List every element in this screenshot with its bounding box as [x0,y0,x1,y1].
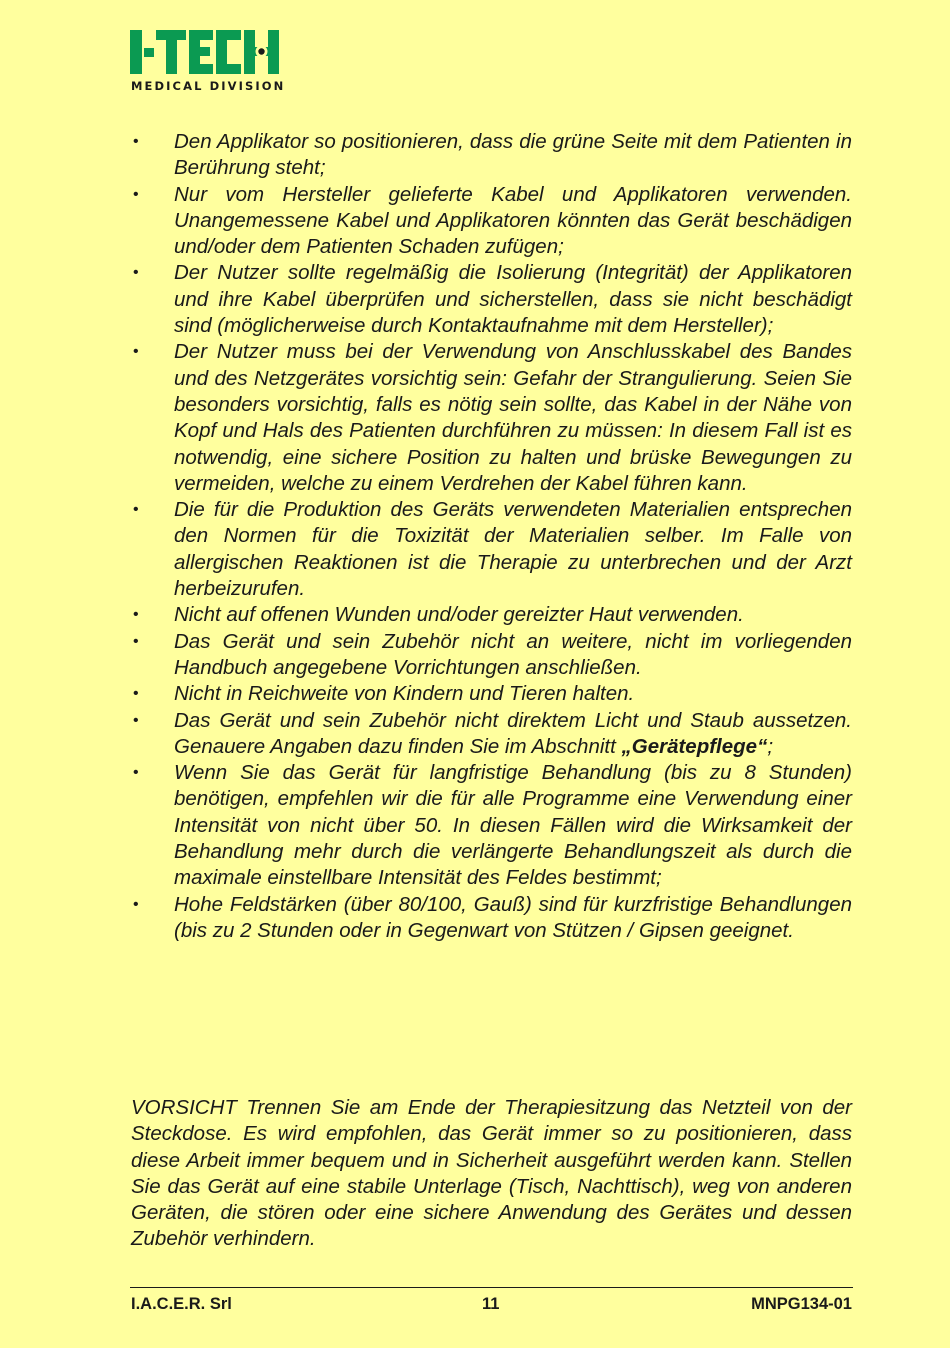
list-item-text: Nicht auf offenen Wunden und/oder gereizter Haut verwenden. [174,603,744,627]
caution-paragraph: VORSICHT Trennen Sie am Ende der Therapiesitzung das Netzteil von der Steckdose. Es wird empfohlen, das Gerät immer so zu positionieren, dass diese Arbeit immer bequem und in Sicherheit ausgeführt werden kann. Stellen Sie das Gerät auf eine stabile Unterlage (Tisch, Nachttisch), weg von anderen Geräten, die stören oder eine sichere Anwendung des Gerätes und dessen Zubehör verhindern. [131,1096,852,1251]
list-item [130,708,852,761]
list-item [130,339,852,497]
list-item [130,602,852,628]
list-item [130,260,852,339]
list-item [130,129,852,182]
list-item [130,182,852,261]
footer-divider [130,1287,853,1288]
footer-doc-code: MNPG134-01 [751,1295,852,1313]
list-item-text: Hohe Feldstärken (über 80/100, Gauß) sind für kurzfristige Behandlungen (bis zu 2 Stunden oder in Gegenwart von Stützen / Gipsen geeignet. [174,892,852,942]
list-item-text: Den Applikator so positionieren, dass die grüne Seite mit dem Patienten in Berührung steht; [174,130,852,180]
list-item-text: Die für die Produktion des Geräts verwendeten Materialien entsprechen den Normen für die Toxizität der Materialien selber. Im Falle von allergischen Reaktionen ist die Therapie zu unterbrechen und der Arzt herbeizurufen. [174,498,852,601]
list-item-suffix: ; [767,734,774,758]
list-item [130,681,852,707]
list-item-text: Der Nutzer sollte regelmäßig die Isolierung (Integrität) der Applikatoren und ihre Kabel überprüfen und sicherstellen, dass sie nicht beschädigt sind (möglicherweise durch Kontaktaufnahme mit dem Hersteller); [174,261,852,338]
safety-bullet-list [130,129,852,944]
list-item-text: Der Nutzer muss bei der Verwendung von Anschlusskabel des Bandes und des Netzgerätes vorsichtig sein: Gefahr der Strangulierung. Seien Sie besonders vorsichtig, falls es nötig sein sollte, das Kabel in der Nähe von Kopf und Hals des Patienten durchführen zu müssen: In diesem Fall ist es notwendig, eine sichere Position zu halten und brüske Bewegungen zu vermeiden, welche zu einem Verdrehen der Kabel führen kann. [174,340,852,495]
list-item-text: Wenn Sie das Gerät für langfristige Behandlung (bis zu 8 Stunden) benötigen, empfehlen wir die für alle Programme eine Verwendung einer Intensität von nicht über 50. In diesen Fällen wird die Wirksamkeit der Behandlung mehr durch die verlängerte Behandlungszeit als durch die maximale einstellbare Intensität des Feldes bestimmt; [174,761,852,890]
i-tech-logo-graphic [130,28,280,78]
footer-page-number: 11 [482,1295,500,1313]
list-item [130,892,852,945]
list-item-text: Das Gerät und sein Zubehör nicht an weitere, nicht im vorliegenden Handbuch angegebene Vorrichtungen anschließen. [174,629,852,679]
list-item-text: Nicht in Reichweite von Kindern und Tieren halten. [174,682,635,706]
list-item-text: Nur vom Hersteller gelieferte Kabel und Applikatoren verwenden. Unangemessene Kabel und Applikatoren könnten das Gerät beschädigen und/oder dem Patienten Schaden zufügen; [174,182,852,259]
list-item [130,497,852,602]
logo-subtitle: MEDICAL DIVISION [131,79,286,93]
list-item [130,760,852,891]
footer-company: I.A.C.E.R. Srl [131,1295,232,1313]
list-item [130,629,852,682]
list-item-text: Das Gerät und sein Zubehör nicht direktem Licht und Staub aussetzen. Genauere Angaben dazu finden Sie im Abschnitt [174,708,852,758]
section-reference: „Gerätepflege“ [621,734,768,758]
